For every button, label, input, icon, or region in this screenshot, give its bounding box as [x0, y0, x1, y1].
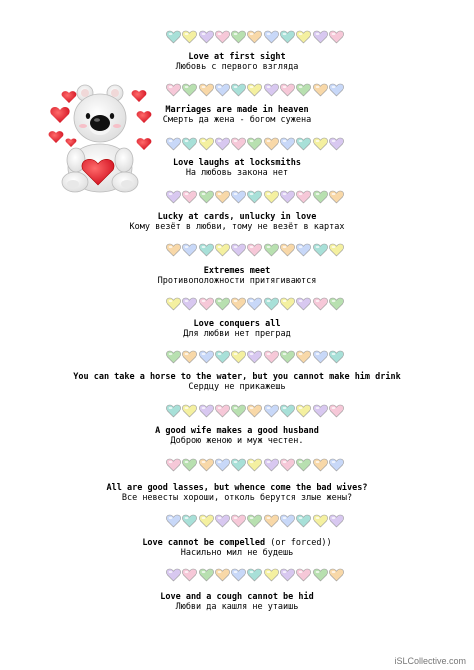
heart-icon	[199, 297, 214, 311]
heart-icon	[313, 83, 328, 97]
heart-icon	[166, 83, 181, 97]
heart-icon	[182, 458, 197, 472]
heart-icon	[264, 297, 279, 311]
proverb-english: You can take a horse to the water, but you cannot make him drink	[73, 372, 401, 382]
heart-icon	[247, 350, 262, 364]
heart-icon	[247, 568, 262, 582]
proverb-english	[0, 538, 474, 548]
hearts-divider	[166, 403, 344, 419]
proverb-russian: Для любви нет преград	[183, 329, 291, 339]
heart-icon	[329, 514, 344, 528]
heart-icon	[280, 137, 295, 151]
heart-icon	[231, 190, 246, 204]
heart-icon	[313, 30, 328, 44]
proverb-english-note: (or forced))	[265, 538, 332, 548]
hearts-divider	[166, 349, 344, 365]
heart-icon	[296, 458, 311, 472]
heart-icon	[280, 83, 295, 97]
heart-icon	[199, 568, 214, 582]
heart-icon	[247, 404, 262, 418]
proverb-russian: Противоположности притягиваются	[157, 276, 317, 286]
heart-icon	[215, 243, 230, 257]
heart-icon	[215, 514, 230, 528]
heart-icon	[166, 30, 181, 44]
proverb-english-main: Love cannot be compelled	[142, 538, 266, 548]
heart-icon	[166, 514, 181, 528]
heart-icon	[280, 30, 295, 44]
heart-icon	[264, 458, 279, 472]
proverb-russian: Любви да кашля не утаишь	[175, 602, 299, 612]
heart-icon	[296, 514, 311, 528]
proverb-english: Love conquers all	[193, 319, 281, 329]
heart-icon	[199, 458, 214, 472]
heart-icon	[329, 83, 344, 97]
heart-icon	[313, 137, 328, 151]
heart-icon	[296, 297, 311, 311]
heart-icon	[247, 458, 262, 472]
heart-icon	[329, 350, 344, 364]
heart-icon	[166, 297, 181, 311]
heart-icon	[231, 83, 246, 97]
heart-icon	[329, 243, 344, 257]
hearts-divider	[166, 136, 344, 152]
heart-icon	[247, 137, 262, 151]
proverb-english: Extremes meet	[203, 266, 271, 276]
heart-icon	[215, 297, 230, 311]
proverb-english: Lucky at cards, unlucky in love	[157, 212, 317, 222]
heart-icon	[329, 30, 344, 44]
proverb-english: A good wife makes a good husband	[155, 426, 319, 436]
heart-icon	[264, 568, 279, 582]
heart-icon	[247, 297, 262, 311]
proverb-russian: Все невесты хороши, отколь берутся злые жены?	[121, 493, 353, 503]
heart-icon	[199, 350, 214, 364]
heart-icon	[280, 514, 295, 528]
heart-icon	[231, 568, 246, 582]
heart-icon	[215, 30, 230, 44]
heart-icon	[166, 350, 181, 364]
heart-icon	[182, 404, 197, 418]
heart-icon	[329, 190, 344, 204]
heart-icon	[199, 514, 214, 528]
heart-icon	[166, 458, 181, 472]
heart-icon	[264, 30, 279, 44]
hearts-divider	[166, 567, 344, 583]
heart-icon	[231, 458, 246, 472]
proverb-russian: Доброю женою и муж честен.	[170, 436, 304, 446]
heart-icon	[182, 83, 197, 97]
heart-icon	[166, 243, 181, 257]
heart-icon	[215, 568, 230, 582]
heart-icon	[313, 514, 328, 528]
hearts-divider	[166, 29, 344, 45]
heart-icon	[264, 350, 279, 364]
heart-icon	[182, 297, 197, 311]
proverb-russian: Кому везёт в любви, тому не везёт в картах	[129, 222, 345, 232]
heart-icon	[215, 83, 230, 97]
heart-icon	[329, 137, 344, 151]
hearts-divider	[166, 189, 344, 205]
heart-icon	[166, 568, 181, 582]
heart-icon	[280, 243, 295, 257]
heart-icon	[296, 83, 311, 97]
heart-icon	[296, 243, 311, 257]
heart-icon	[231, 30, 246, 44]
heart-icon	[166, 137, 181, 151]
proverb-russian: Любовь с первого взгляда	[175, 62, 299, 72]
heart-icon	[231, 137, 246, 151]
hearts-divider	[166, 242, 344, 258]
heart-icon	[247, 83, 262, 97]
heart-icon	[264, 83, 279, 97]
proverb-english: Love at first sight	[188, 52, 286, 62]
heart-icon	[296, 404, 311, 418]
heart-icon	[264, 514, 279, 528]
heart-icon	[313, 243, 328, 257]
heart-icon	[280, 568, 295, 582]
heart-icon	[182, 137, 197, 151]
heart-icon	[215, 458, 230, 472]
heart-icon	[280, 297, 295, 311]
heart-icon	[215, 350, 230, 364]
heart-icon	[199, 83, 214, 97]
proverb-english: All are good lasses, but whence come the bad wives?	[106, 483, 368, 493]
heart-icon	[199, 137, 214, 151]
heart-icon	[182, 30, 197, 44]
proverb-english: Marriages are made in heaven	[165, 105, 309, 115]
heart-icon	[166, 404, 181, 418]
heart-icon	[231, 404, 246, 418]
heart-icon	[264, 137, 279, 151]
heart-icon	[215, 404, 230, 418]
heart-icon	[313, 350, 328, 364]
heart-icon	[329, 297, 344, 311]
teddy-bear-with-hearts-icon	[44, 68, 154, 196]
heart-icon	[231, 514, 246, 528]
heart-icon	[264, 243, 279, 257]
heart-icon	[296, 350, 311, 364]
heart-icon	[247, 243, 262, 257]
heart-icon	[182, 514, 197, 528]
proverb-russian: Насильно мил не будешь	[180, 548, 294, 558]
heart-icon	[231, 297, 246, 311]
heart-icon	[313, 458, 328, 472]
heart-icon	[264, 404, 279, 418]
heart-icon	[231, 243, 246, 257]
heart-icon	[199, 404, 214, 418]
hearts-divider	[166, 296, 344, 312]
heart-icon	[280, 350, 295, 364]
heart-icon	[182, 350, 197, 364]
heart-icon	[247, 190, 262, 204]
hearts-divider	[166, 457, 344, 473]
hearts-divider	[166, 513, 344, 529]
heart-icon	[182, 243, 197, 257]
heart-icon	[329, 568, 344, 582]
heart-icon	[182, 568, 197, 582]
heart-icon	[296, 30, 311, 44]
heart-icon	[199, 190, 214, 204]
heart-icon	[280, 404, 295, 418]
heart-icon	[247, 514, 262, 528]
proverb-russian: На любовь закона нет	[185, 168, 289, 178]
heart-icon	[313, 404, 328, 418]
proverb-english: Love and a cough cannot be hid	[160, 592, 314, 602]
proverb-russian: Сердцу не прикажешь	[188, 382, 286, 392]
heart-icon	[215, 190, 230, 204]
heart-icon	[313, 297, 328, 311]
heart-icon	[313, 568, 328, 582]
heart-icon	[329, 404, 344, 418]
heart-icon	[313, 190, 328, 204]
heart-icon	[296, 190, 311, 204]
heart-icon	[280, 458, 295, 472]
heart-icon	[296, 137, 311, 151]
heart-icon	[199, 243, 214, 257]
proverb-russian: Смерть да жена - богом сужена	[162, 115, 312, 125]
hearts-divider	[166, 82, 344, 98]
heart-icon	[182, 190, 197, 204]
heart-icon	[199, 30, 214, 44]
heart-icon	[264, 190, 279, 204]
heart-icon	[231, 350, 246, 364]
heart-icon	[166, 190, 181, 204]
footer-credit: iSLCollective.com	[394, 656, 466, 666]
heart-icon	[247, 30, 262, 44]
heart-icon	[215, 137, 230, 151]
heart-icon	[329, 458, 344, 472]
proverb-english: Love laughs at locksmiths	[173, 158, 301, 168]
heart-icon	[296, 568, 311, 582]
heart-icon	[280, 190, 295, 204]
